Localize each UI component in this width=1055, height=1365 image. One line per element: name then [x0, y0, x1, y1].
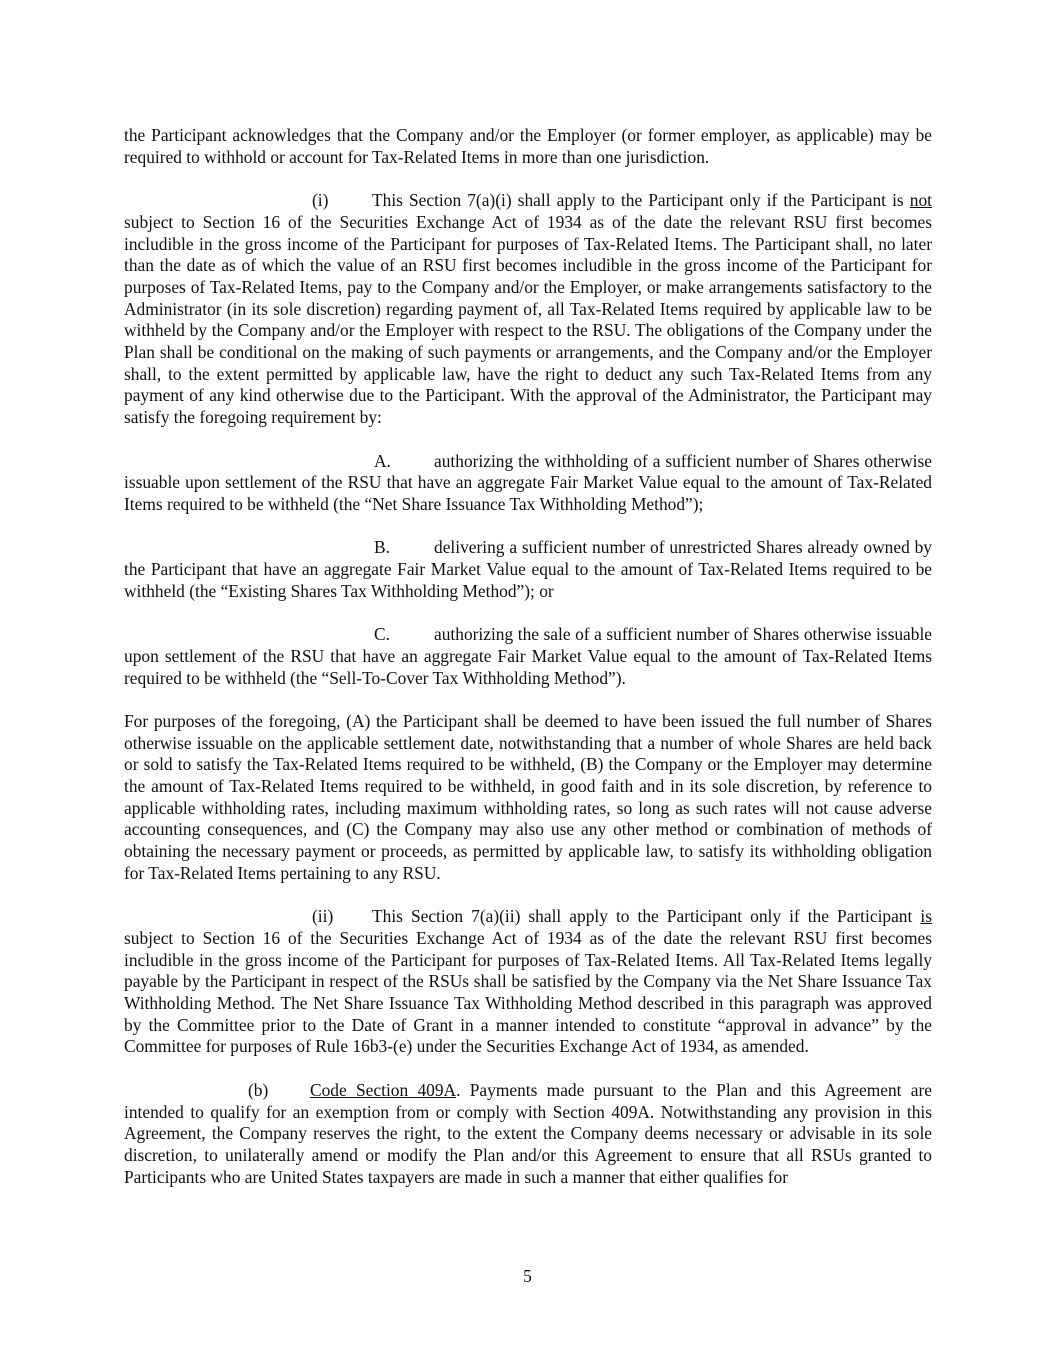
paragraph-option-c — [124, 624, 932, 689]
option-a-text: authorizing the withholding of a sufficient number of Shares otherwise issuable upon settlement of the RSU that have an aggregate Fair Market Value equal to the amount of Tax-Related Items required to be withheld (the “Net Share Issuance Tax Withholding Method”); — [124, 450, 932, 514]
clause-label-i: (i) — [312, 190, 329, 211]
document-body — [124, 125, 932, 1210]
clause-b-text: . Payments made pursuant to the Plan and this Agreement are intended to qualify for an exemption from or comply with Section 409A. Notwithstanding any provision in this Agreement, the Company reserves the right, to the extent the Company deems necessary or advisable in its sole discretion, to unilaterally amend or modify the Plan and/or this Agreement to ensure that all RSUs granted to Participants who are United States taxpayers are made in such a manner that either qualifies for — [124, 1079, 933, 1187]
option-label-a: A. — [374, 450, 391, 471]
option-label-c: C. — [374, 624, 390, 645]
paragraph-foregoing: For purposes of the foregoing, (A) the Participant shall be deemed to have been issued the full number of Shares otherwise issuable on the applicable settlement date, notwithstanding that a number of whole Shares are held back or sold to satisfy the Tax-Related Items required to be withheld, (B) the Company or the Employer may determine the amount of Tax-Related Items required to be withheld, in good faith and in its sole discretion, by reference to applicable withholding rates, including maximum withholding rates, so long as such rates will not cause adverse accounting consequences, and (C) the Company may also use any other method or combination of methods of obtaining the necessary payment or proceeds, as permitted by applicable law, to satisfy its withholding obligation for Tax-Related Items pertaining to any RSU. — [124, 710, 932, 883]
paragraph-7b — [124, 1080, 932, 1189]
clause-i-underlined: not — [909, 190, 932, 211]
option-label-b: B. — [374, 537, 390, 558]
clause-ii-text: subject to Section 16 of the Securities Exchange Act of 1934 as of the date the relevant RSU first becomes includible in the gross income of the Participant for purposes of Tax-Related Items. All Tax-Related Items legally payable by the Participant in respect of the RSUs shall be satisfied by the Company via the Net Share Issuance Tax Withholding Method. The Net Share Issuance Tax Withholding Method described in this paragraph was approved by the Committee prior to the Date of Grant in a manner intended to constitute “approval in advance” by the Committee for purposes of Rule 16b3-(e) under the Securities Exchange Act of 1934, as amended. — [124, 927, 932, 1057]
option-c-text: authorizing the sale of a sufficient number of Shares otherwise issuable upon settlement of the RSU that have an aggregate Fair Market Value equal to the amount of Tax-Related Items required to be withheld (the “Sell-To-Cover Tax Withholding Method”). — [124, 624, 932, 688]
clause-i-lead: This Section 7(a)(i) shall apply to the Participant only if the Participant is — [372, 190, 904, 211]
clause-i-text: subject to Section 16 of the Securities Exchange Act of 1934 as of the date the relevant RSU first becomes includible in the gross income of the Participant for purposes of Tax-Related Items. The Participant shall, no later than the date as of which the value of an RSU first becomes includible in the gross income of the Participant for purposes of Tax-Related Items, pay to the Company and/or the Employer, or make arrangements satisfactory to the Administrator (in its sole discretion) regarding payment of, all Tax-Related Items required by applicable law to be withheld by the Company and/or the Employer with respect to the RSU. The obligations of the Company under the Plan shall be conditional on the making of such payments or arrangements, and the Company and/or the Employer shall, to the extent permitted by applicable law, have the right to deduct any such Tax-Related Items from any payment of any kind otherwise due to the Participant. With the approval of the Administrator, the Participant may satisfy the foregoing requirement by: — [124, 211, 932, 428]
clause-label-b: (b) — [248, 1079, 269, 1100]
paragraph-7a-ii — [124, 906, 932, 1058]
clause-label-ii: (ii) — [312, 906, 334, 927]
paragraph-7a-i — [124, 190, 932, 429]
option-b-text: delivering a sufficient number of unrestricted Shares already owned by the Participant that have an aggregate Fair Market Value equal to the amount of Tax-Related Items required to be withheld (the “Existing Shares Tax Withholding Method”); or — [124, 537, 932, 601]
clause-ii-lead: This Section 7(a)(ii) shall apply to the Participant only if the Participant — [372, 906, 913, 927]
paragraph-option-a — [124, 451, 932, 516]
page-number: 5 — [523, 1266, 532, 1286]
section-heading-409a: Code Section 409A — [310, 1079, 457, 1100]
paragraph-intro: the Participant acknowledges that the Company and/or the Employer (or former employer, as applicable) may be required to withhold or account for Tax-Related Items in more than one jurisdiction. — [124, 125, 932, 167]
clause-ii-underlined: is — [920, 906, 932, 927]
paragraph-option-b — [124, 537, 932, 602]
